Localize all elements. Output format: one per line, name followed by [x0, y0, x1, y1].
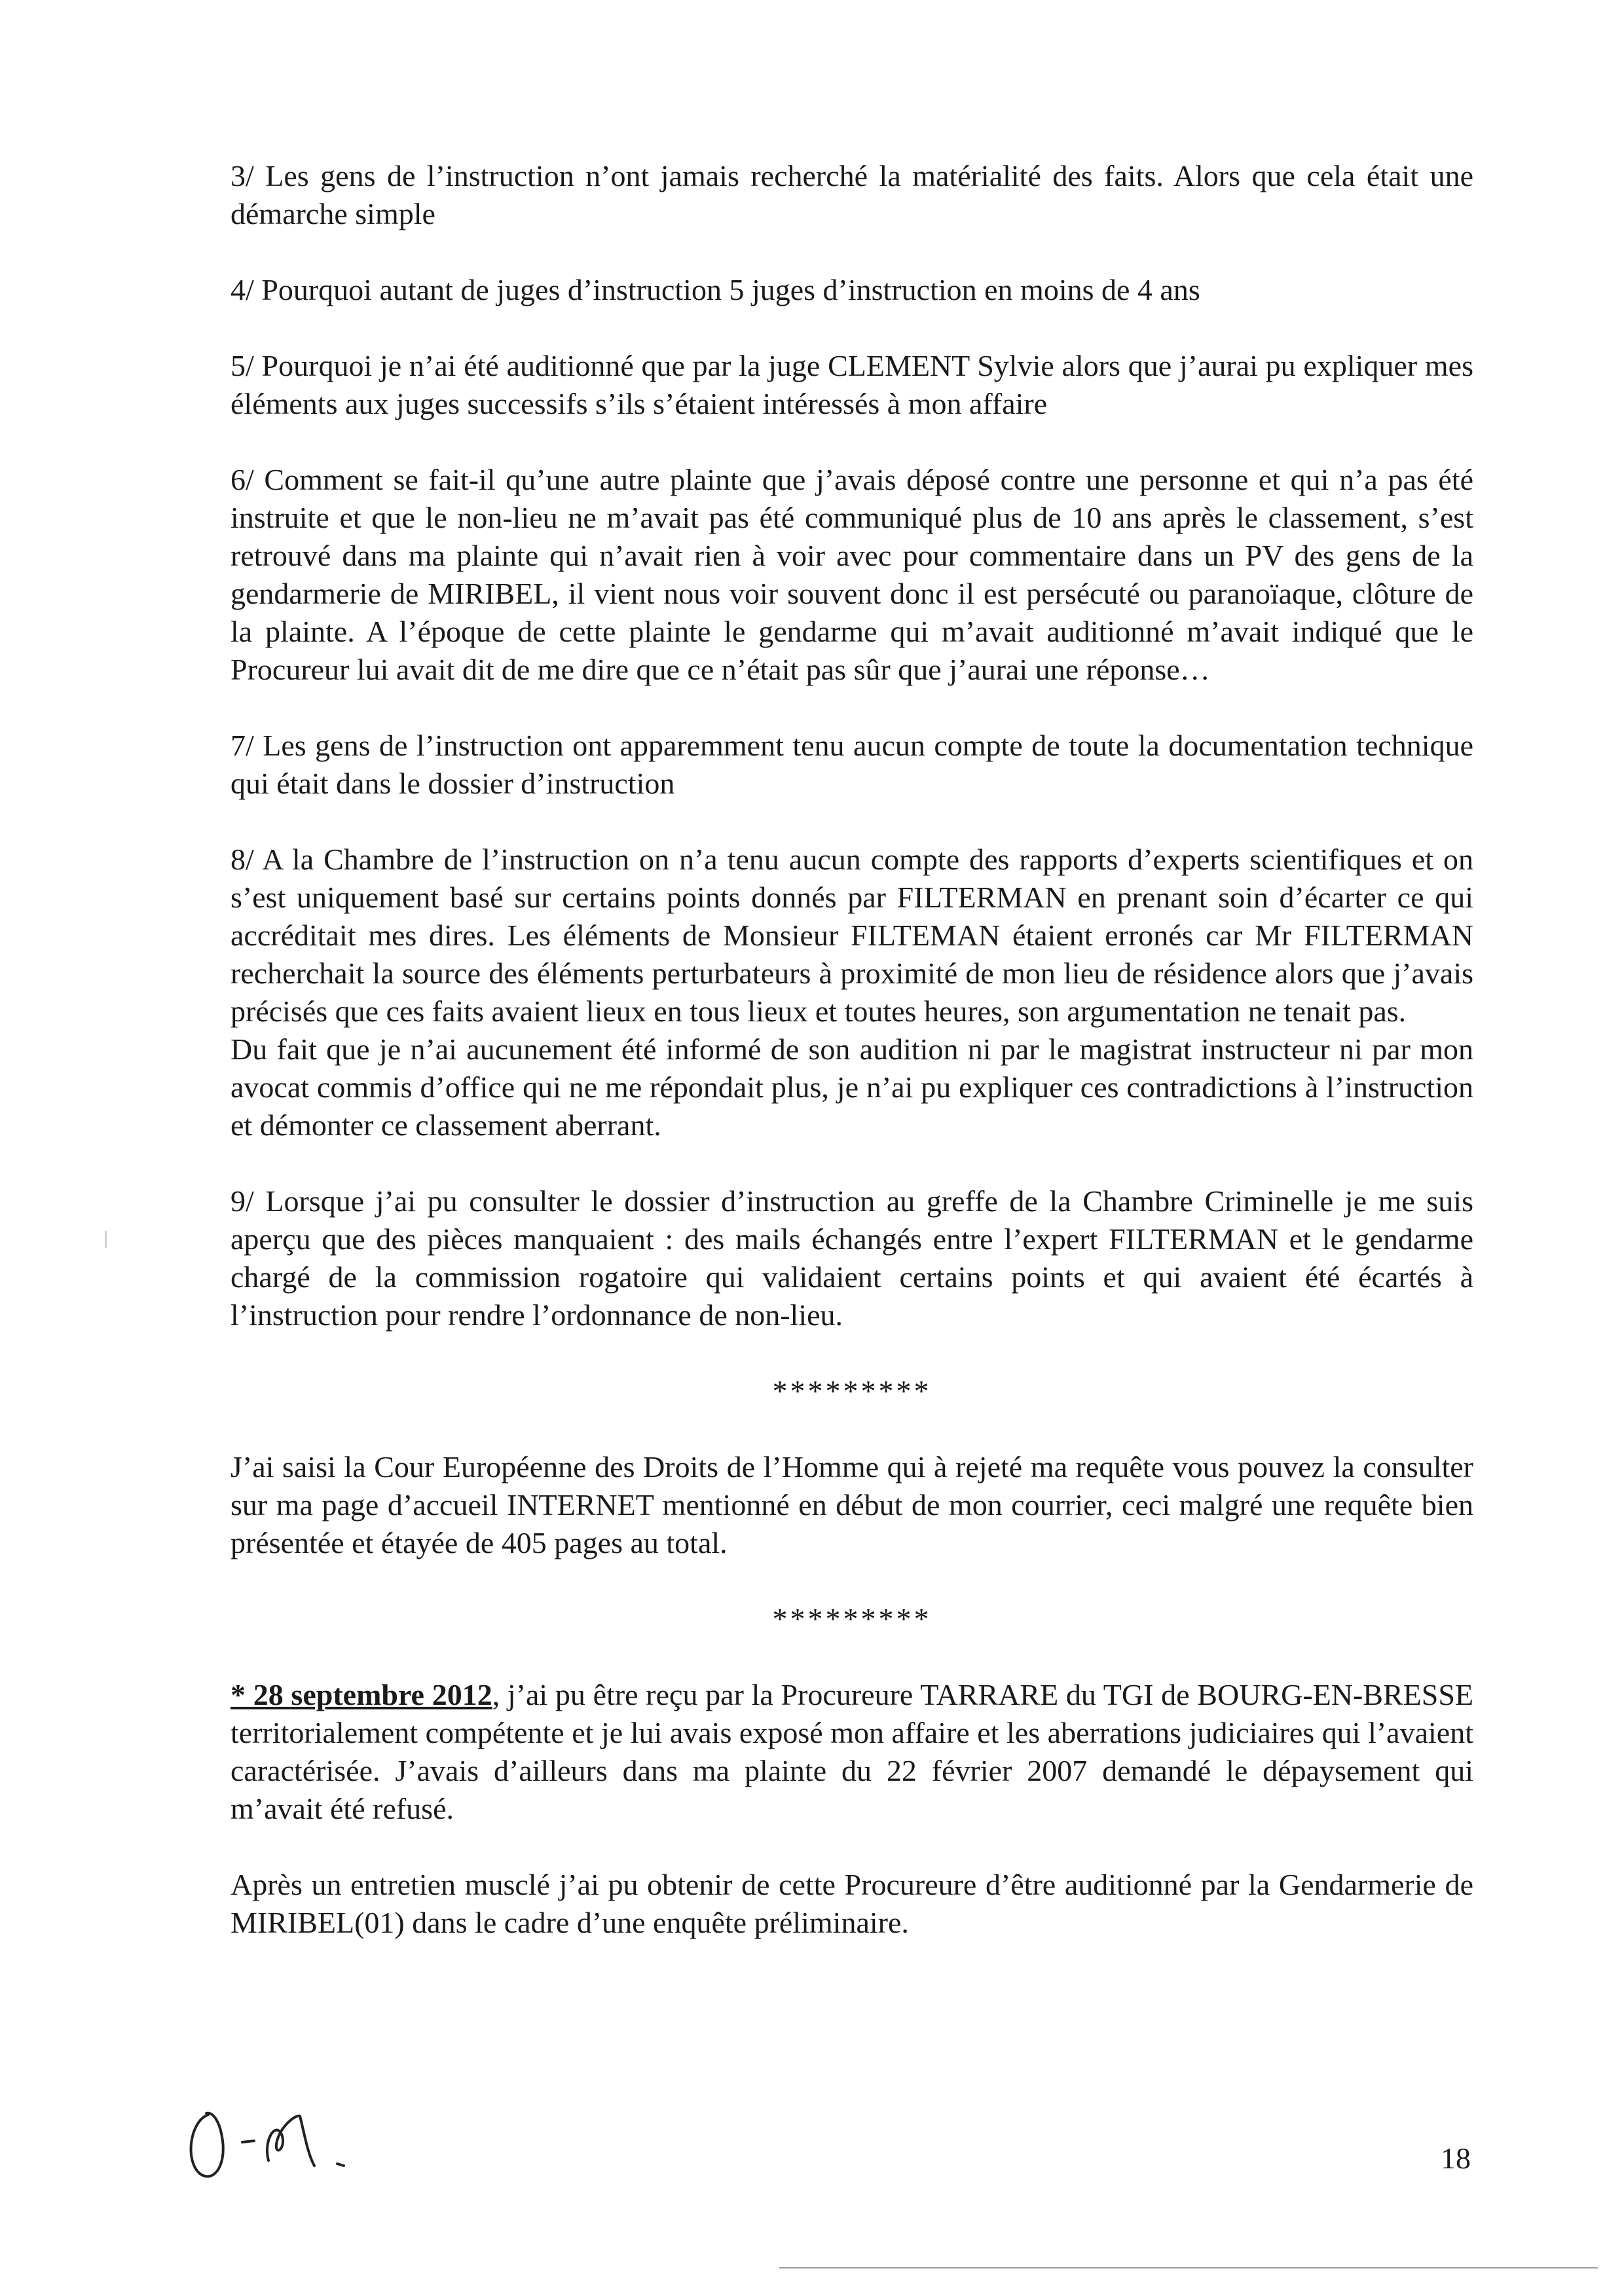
body-text	[231, 157, 1473, 1980]
separator-1: *********	[772, 1374, 932, 1408]
margin-mark	[105, 1231, 107, 1248]
paragraph-8: 8/ A la Chambre de l’instruction on n’a tenu aucun compte des rapports d’experts scientifiques et on s’est uniquement basé sur certains points donnés par FILTERMAN en prenant soin d’écarter ce qui accréditait mes dires. Les éléments de Monsieur FILTEMAN étaient erronés car Mr FILTERMAN recherchait la source des éléments perturbateurs à proximité de mon lieu de résidence alors que j’avais précisés que ces faits avaient lieux en tous lieux et toutes heures, son argumentation ne tenait pas.	[231, 843, 1473, 1028]
paragraph-5: 5/ Pourquoi je n’ai été auditionné que par la juge CLEMENT Sylvie alors que j’aurai pu expliquer mes éléments aux juges successifs s’ils s’étaient intéressés à mon affaire	[231, 349, 1473, 420]
initials-signature	[177, 2095, 386, 2187]
footer-rule	[779, 2267, 1598, 2269]
paragraph-7: 7/ Les gens de l’instruction ont apparemment tenu aucun compte de toute la documentation technique qui était dans le dossier d’instruction	[231, 729, 1473, 800]
paragraph-4: 4/ Pourquoi autant de juges d’instruction 5 juges d’instruction en moins de 4 ans	[231, 273, 1200, 306]
paragraph-6: 6/ Comment se fait-il qu’une autre plainte que j’avais déposé contre une personne et qui n’a pas été instruite et que le non-lieu ne m’avait pas été communiqué plus de 10 ans après le classement, s’est retrouvé dans ma plainte qui n’avait rien à voir avec pour commentaire dans un PV des gens de la gendarmerie de MIRIBEL, il vient nous voir souvent donc il est persécuté ou paranoïaque, clôture de la plainte. A l’époque de cette plainte le gendarme qui m’avait auditionné m’avait indiqué que le Procureur lui avait dit de me dire que ce n’était pas sûr que j’aurai une réponse…	[231, 463, 1473, 686]
date-paragraph-text: , j’ai pu être reçu par la Procureure TARRARE du TGI de BOURG-EN-BRESSE territorialement compétente et je lui avais exposé mon affaire et les aberrations judiciaires qui l’avaient caractérisée. J’avais d’ailleurs dans ma plainte du 22 février 2007 demandé le dépaysement qui m’avait été refusé.	[231, 1678, 1473, 1825]
page-number: 18	[1441, 2141, 1471, 2175]
paragraph-9: 9/ Lorsque j’ai pu consulter le dossier d’instruction au greffe de la Chambre Criminelle je me suis aperçu que des pièces manquaient : des mails échangés entre l’expert FILTERMAN et le gendarme chargé de la commission rogatoire qui validaient certains points et qui avaient été écartés à l’instruction pour rendre l’ordonnance de non-lieu.	[231, 1184, 1473, 1332]
separator-2: *********	[772, 1602, 932, 1635]
paragraph-final: Après un entretien musclé j’ai pu obtenir de cette Procureure d’être auditionné par la Gendarmerie de MIRIBEL(01) dans le cadre d’une enquête préliminaire.	[231, 1868, 1473, 1939]
date-highlight: * 28 septembre 2012	[231, 1678, 492, 1711]
paragraph-cedh: J’ai saisi la Cour Européenne des Droits de l’Homme qui à rejeté ma requête vous pouvez la consulter sur ma page d’accueil INTERNET mentionné en début de mon courrier, ceci malgré une requête bien présentée et étayée de 405 pages au total.	[231, 1450, 1473, 1559]
paragraph-date	[231, 1676, 1473, 1828]
paragraph-8-continued: Du fait que je n’ai aucunement été informé de son audition ni par le magistrat instructeur ni par mon avocat commis d’office qui ne me répondait plus, je n’ai pu expliquer ces contradictions à l’instruction et démonter ce classement aberrant.	[231, 1032, 1473, 1142]
paragraph-3: 3/ Les gens de l’instruction n’ont jamais recherché la matérialité des faits. Alors que cela était une démarche simple	[231, 159, 1473, 230]
